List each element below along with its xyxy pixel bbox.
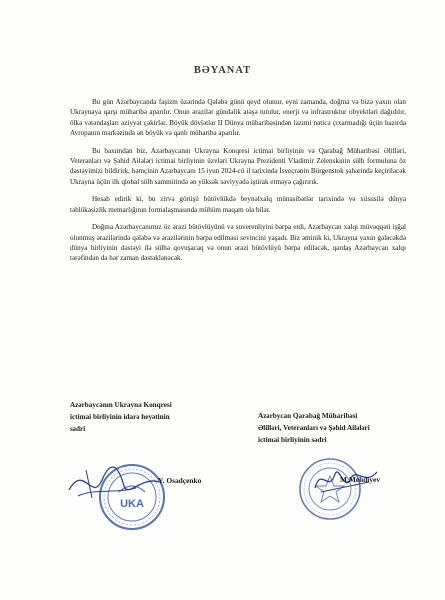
signatory-line: Azərbaycanın Ukrayna Konqresi xyxy=(70,401,172,409)
signatory-line: ictimai birliyinin idarə heyətinin xyxy=(70,413,170,421)
paragraph: Bu gün Azərbaycanda faşizm üzərində Qələbə günü qeyd olunur, eyni zamanda, doğma və bizə yaxın olan Ukraynaya qarşı müharibə aparılır. Onun ərazilər gündəlik atəşə tutulur, enerji və infrastruktur obyektləri dağıdılır, ölkə vətəndaşları əziyyət çəkirlər. Böyük dövlətlər II Dünya müharibəsindən lazımi nəticə çıxarmadığı üçün hazırda Avropanın mərkəzində ən böyük və qanlı müharibə aparılır. xyxy=(70,98,406,137)
left-signatory-name: Y. Osadçenko xyxy=(158,476,202,485)
right-signatory-name: M.Mehdiyev xyxy=(340,475,381,484)
signatory-line: sədri xyxy=(70,425,86,433)
left-signature-scribble xyxy=(64,458,164,508)
paragraph: Hesab edirik ki, bu zirvə görüşü bütövlükdə beynəlxalq münasibətlər tarixində və xüsusilə dünya təhlükəsizlik memarlığının formalaşmasında mühüm məqam ola bilər. xyxy=(70,195,406,214)
document-body xyxy=(70,97,406,271)
signatory-line: ictimai birliyinin sədri xyxy=(258,436,327,444)
paragraph: Bu baxımdan biz, Azərbaycanın Ukrayna Konqresi ictimai birliyinin və Qarabağ Müharibəsi Əlilləri, Veteranları və Şəhid Ailələri ictimai birliyinin üzvləri Ukrayna Prezidenti Vladimir Zelenskinin sülh formuluna öz dəstəyimizi bildirirk, həmçinin Azərbaycanı 15 iyun 2024-cü il tarixində İsveçrənin Bürgenstok şəhərində keçiriləcək Ukrayna üçün ilk qlobal sülh sammitində ən yüksək səviyyədə iştirak etməyə çağırırık. xyxy=(70,146,406,186)
signatory-line: Əlilləri, Veteranları və Şəhid Ailələri xyxy=(258,424,370,432)
right-signatory-title xyxy=(258,410,428,446)
paragraph: Doğma Azərbaycanımız öz ərazi bütövlüyünü və suverenliyini bərpa etdi, Azərbaycan xalqı müvəqqəti işğal olunmuş ərazilərində qələbə və ərazilərinin bərpa edilməsi sevincini yaşadı. Biz əminik ki, Ukrayna yaxın gələcəkdə dünya birliyinin dəstəyi ilə sülhə qovuşacaq və onun ərazi bütövlüyü bərpa ediləcək, qardaş Azərbaycan xalqı tərəfindən də hər zaman dəstəklənəcək. xyxy=(70,223,406,263)
left-signatory-title xyxy=(70,399,260,435)
stamp-text: UKA xyxy=(120,498,144,510)
document-title: BƏYANAT xyxy=(193,65,252,76)
signatory-line: Azərbycan Qarabağ Müharibəsi xyxy=(258,412,358,420)
